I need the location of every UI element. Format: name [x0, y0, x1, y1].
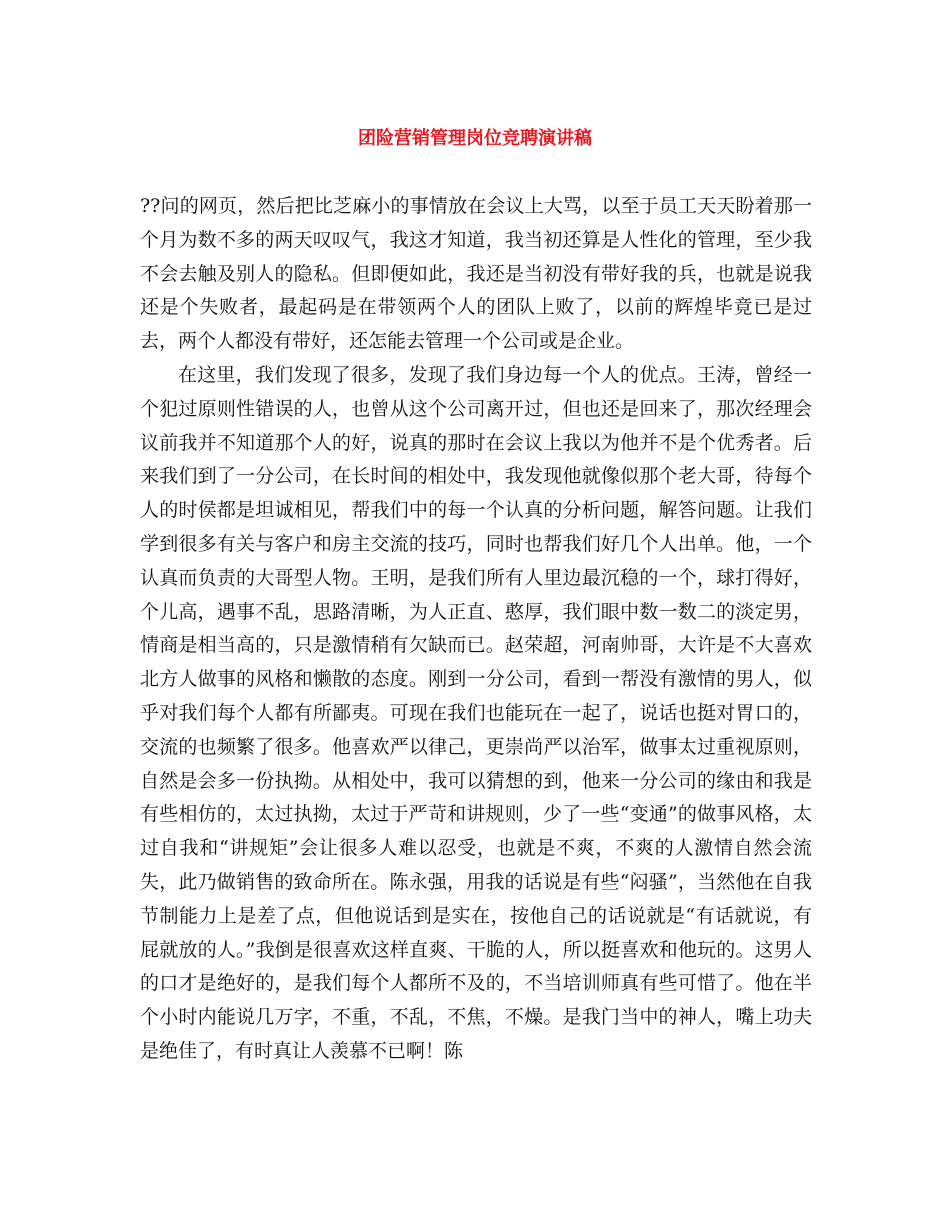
document-body — [140, 190, 812, 1069]
paragraph-1: ??问的网页，然后把比芝麻小的事情放在会议上大骂，以至于员工天天盼着那一个月为数不多的两天叹叹气，我这才知道，我当初还算是人性化的管理，至少我不会去触及别人的隐私。但即便如此，我还是当初没有带好我的兵，也就是说我还是个失败者，最起码是在带领两个人的团队上败了，以前的辉煌毕竟已是过去，两个人都没有带好，还怎能去管理一个公司或是企业。 — [140, 195, 812, 353]
document-title: 团险营销管理岗位竞聘演讲稿 — [358, 128, 592, 149]
paragraph-2: 在这里，我们发现了很多，发现了我们身边每一个人的优点。王涛，曾经一个犯过原则性错误的人，也曾从这个公司离开过，但也还是回来了，那次经理会议前我并不知道那个人的好，说真的那时在会议上我以为他并不是个优秀者。后来我们到了一分公司，在长时间的相处中，我发现他就像似那个老大哥，待每个人的时侯都是坦诚相见，帮我们中的每一个认真的分析问题，解答问题。让我们学到很多有关与客户和房主交流的技巧，同时也帮我们好几个人出单。他，一个认真而负责的大哥型人物。王明，是我们所有人里边最沉稳的一个，球打得好，个儿高，遇事不乱，思路清晰，为人正直、憨厚，我们眼中数一数二的淡定男，情商是相当高的，只是激情稍有欠缺而已。赵荣超，河南帅哥，大许是不大喜欢北方人做事的风格和懒散的态度。刚到一分公司，看到一帮没有激情的男人，似乎对我们每个人都有所鄙夷。可现在我们也能玩在一起了，说话也挺对胃口的，交流的也频繁了很多。他喜欢严以律己，更崇尚严以治军，做事太过重视原则，自然是会多一份执拗。从相处中，我可以猜想的到，他来一分公司的缘由和我是有些相仿的，太过执拗，太过于严苛和讲规则，少了一些“变通”的做事风格，太过自我和“讲规矩”会让很多人难以忍受，也就是不爽，不爽的人激情自然会流失，此乃做销售的致命所在。陈永强，用我的话说是有些“闷骚”，当然他在自我节制能力上是差了点，但他说话到是实在，按他自己的话说就是“有话就说，有屁就放的人。”我倒是很喜欢这样直爽、干脆的人，所以挺喜欢和他玩的。这男人的口才是绝好的，是我们每个人都所不及的，不当培训师真有些可惜了。他在半个小时内能说几万字，不重，不乱，不焦，不燥。是我门当中的神人，嘴上功夫是绝佳了，有时真让人羡慕不已啊！陈 — [140, 363, 812, 1062]
